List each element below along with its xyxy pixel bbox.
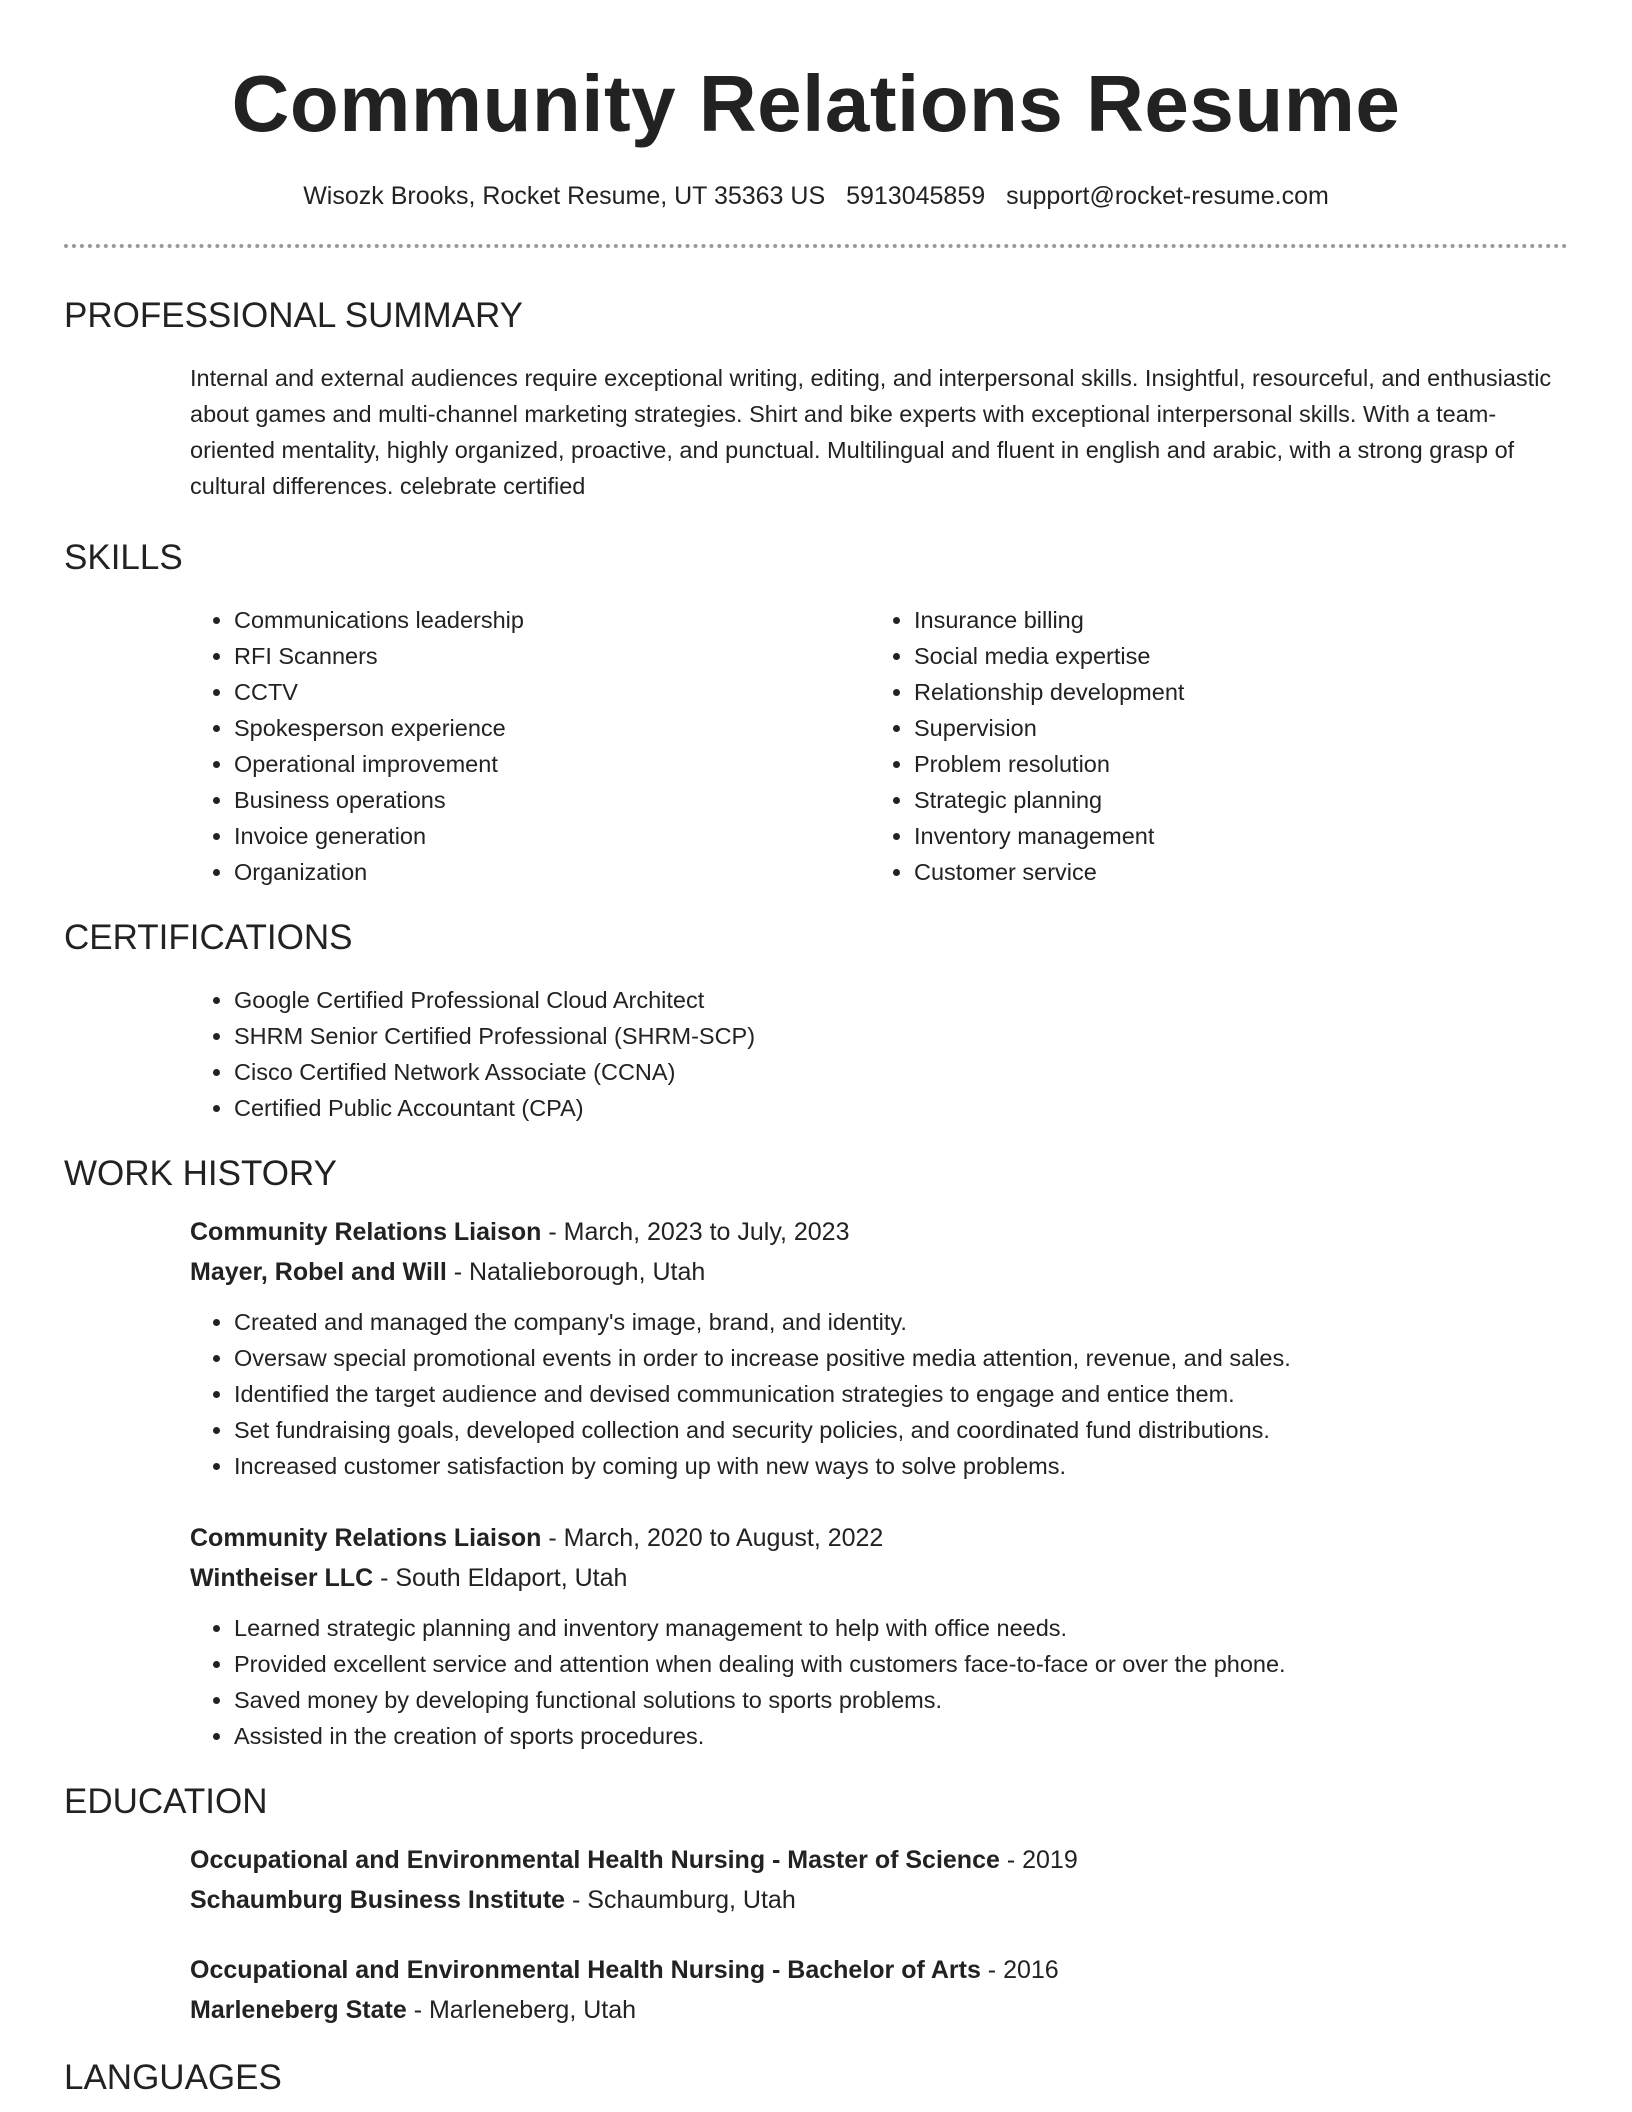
skill-item: • Organization (234, 854, 870, 890)
skill-item: • Operational improvement (234, 746, 870, 782)
skill-item: • Invoice generation (234, 818, 870, 854)
skill-item: • Problem resolution (914, 746, 1550, 782)
job-bullet: • Identified the target audience and devised communication strategies to engage and entice them. (234, 1376, 1568, 1412)
contact-line (64, 180, 1568, 212)
education-section (64, 1780, 1568, 2030)
job-title-line (190, 1518, 1568, 1558)
job-entry (190, 1212, 1568, 1484)
skills-right-column (870, 602, 1550, 890)
job-bullets (190, 1304, 1568, 1484)
job-bullet: • Saved money by developing functional solutions to sports problems. (234, 1682, 1568, 1718)
job-bullets (190, 1610, 1568, 1754)
header-divider (64, 244, 1568, 248)
resume-page (64, 0, 1568, 2100)
job-dates: - March, 2023 to July, 2023 (541, 1218, 850, 1246)
skill-item: • Supervision (914, 710, 1550, 746)
certification-item: • Certified Public Accountant (CPA) (234, 1090, 1568, 1126)
job-location: - Natalieborough, Utah (446, 1258, 706, 1286)
job-location: - South Eldaport, Utah (373, 1564, 628, 1592)
job-bullet: • Increased customer satisfaction by coming up with new ways to solve problems. (234, 1448, 1568, 1484)
education-school-line (190, 1990, 1568, 2030)
job-bullet: • Created and managed the company's image, brand, and identity. (234, 1304, 1568, 1340)
job-company: Mayer, Robel and Will (190, 1258, 447, 1286)
certifications-body (190, 982, 1568, 1126)
languages-section (64, 2056, 1568, 2100)
skills-section (64, 536, 1568, 890)
certifications-list (190, 982, 1568, 1126)
skills-right-list (870, 602, 1550, 890)
job-company-line (190, 1558, 1568, 1598)
work-history-heading: WORK HISTORY (64, 1154, 337, 1193)
job-bullet: • Oversaw special promotional events in order to increase positive media attention, revenue, and sales. (234, 1340, 1568, 1376)
certification-item: • Cisco Certified Network Associate (CCNA) (234, 1054, 1568, 1090)
skill-item: • Strategic planning (914, 782, 1550, 818)
education-heading: EDUCATION (64, 1782, 268, 1821)
education-school: Schaumburg Business Institute (190, 1886, 566, 1914)
skill-item: • Spokesperson experience (234, 710, 870, 746)
skill-item: • Insurance billing (914, 602, 1550, 638)
contact-email: support@rocket-resume.com (1006, 182, 1329, 210)
job-entry (190, 1518, 1568, 1754)
skill-item: • Relationship development (914, 674, 1550, 710)
job-title: Community Relations Liaison (190, 1524, 542, 1552)
job-bullet: • Learned strategic planning and inventory management to help with office needs. (234, 1610, 1568, 1646)
education-entry (190, 1840, 1568, 1920)
education-degree: Occupational and Environmental Health Nursing - Bachelor of Arts (190, 1956, 981, 1984)
education-degree-line (190, 1840, 1568, 1880)
summary-section (64, 294, 1568, 504)
education-year: - 2019 (999, 1846, 1078, 1874)
education-school: Marleneberg State (190, 1996, 407, 2024)
job-bullet: • Provided excellent service and attention when dealing with customers face-to-face or over the phone. (234, 1646, 1568, 1682)
job-company: Wintheiser LLC (190, 1564, 374, 1592)
skills-left-list (190, 602, 870, 890)
education-location: - Schaumburg, Utah (565, 1886, 796, 1914)
contact-address: Wisozk Brooks, Rocket Resume, UT 35363 US (303, 182, 826, 210)
skill-item: • RFI Scanners (234, 638, 870, 674)
education-body (190, 1840, 1568, 2030)
languages-heading: LANGUAGES (64, 2058, 282, 2097)
skill-item: • Social media expertise (914, 638, 1550, 674)
skill-item: • CCTV (234, 674, 870, 710)
job-title-line (190, 1212, 1568, 1252)
education-degree: Occupational and Environmental Health Nursing - Master of Science (190, 1846, 1000, 1874)
skill-item: • Inventory management (914, 818, 1550, 854)
work-history-body (190, 1212, 1568, 1754)
skill-item: • Communications leadership (234, 602, 870, 638)
skill-item: • Customer service (914, 854, 1550, 890)
education-location: - Marleneberg, Utah (406, 1996, 637, 2024)
job-title: Community Relations Liaison (190, 1218, 542, 1246)
certifications-section (64, 916, 1568, 1126)
job-bullet: • Set fundraising goals, developed collection and security policies, and coordinated fund distributions. (234, 1412, 1568, 1448)
skills-heading: SKILLS (64, 538, 183, 577)
skills-columns (190, 602, 1568, 890)
contact-phone: 5913045859 (846, 182, 986, 210)
certifications-heading: CERTIFICATIONS (64, 918, 353, 957)
certification-item: • SHRM Senior Certified Professional (SHRM-SCP) (234, 1018, 1568, 1054)
skills-left-column (190, 602, 870, 890)
education-degree-line (190, 1950, 1568, 1990)
summary-text: Internal and external audiences require exceptional writing, editing, and interpersonal skills. Insightful, resourceful, and enthusiastic about games and multi-channel marketing strategies. Shirt and bike experts with exceptional interpersonal skills. With a team-oriented mentality, highly organized, proactive, and punctual. Multilingual and fluent in english and arabic, with a strong grasp of cultural differences. celebrate certified (190, 365, 1552, 499)
skill-item: • Business operations (234, 782, 870, 818)
education-year: - 2016 (980, 1956, 1059, 1984)
job-dates: - March, 2020 to August, 2022 (541, 1524, 884, 1552)
work-history-section (64, 1152, 1568, 1754)
summary-heading: PROFESSIONAL SUMMARY (64, 296, 523, 335)
job-company-line (190, 1252, 1568, 1292)
education-school-line (190, 1880, 1568, 1920)
page-title: Community Relations Resume (231, 59, 1401, 148)
job-bullet: • Assisted in the creation of sports procedures. (234, 1718, 1568, 1754)
certification-item: • Google Certified Professional Cloud Architect (234, 982, 1568, 1018)
education-entry (190, 1950, 1568, 2030)
